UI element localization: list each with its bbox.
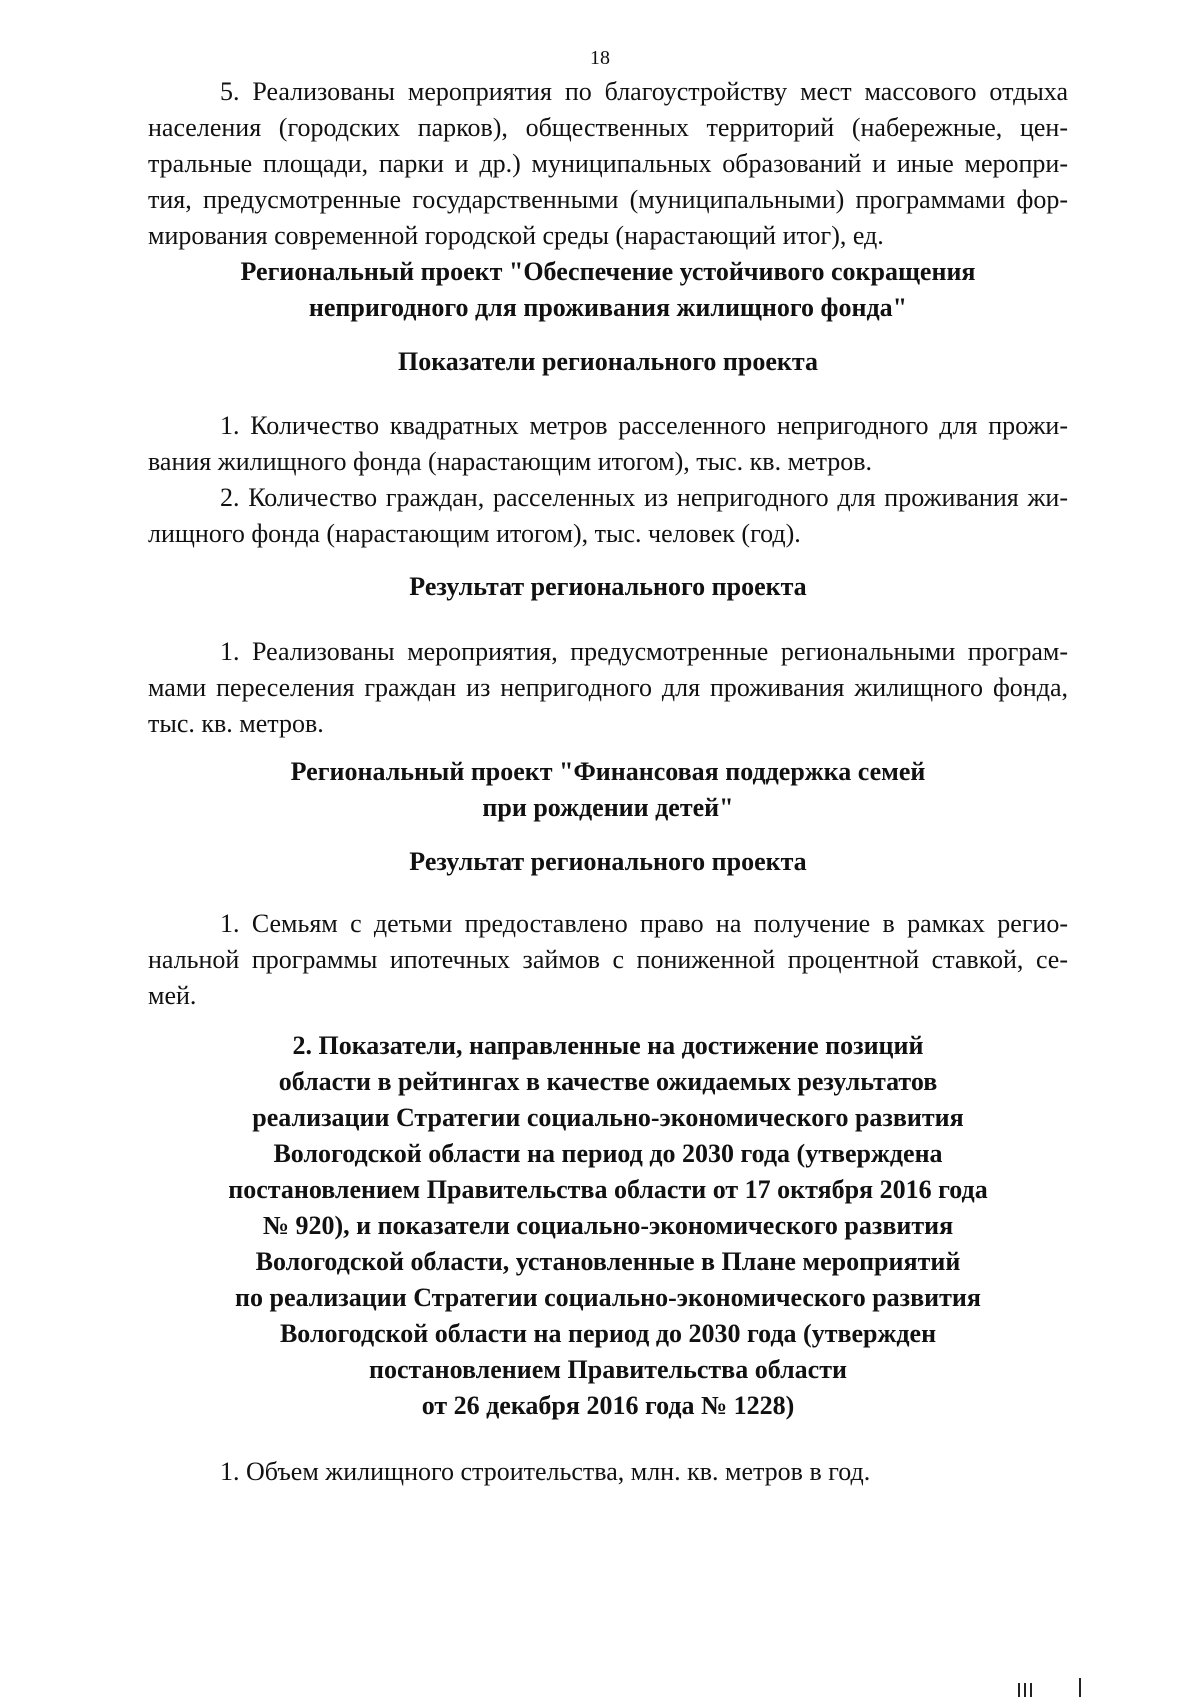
page-number: 18	[590, 47, 610, 69]
paragraph-line: 1. Реализованы мероприятия, предусмотренные региональными програм-	[220, 637, 1068, 666]
heading-line: по реализации Стратегии социально-экономического развития	[235, 1283, 981, 1312]
scan-artifact	[1079, 1678, 1081, 1697]
heading-line: постановлением Правительства области от 17 октября 2016 года	[228, 1175, 988, 1204]
paragraph-line: нальной программы ипотечных займов с пониженной процентной ставкой, се-	[148, 945, 1068, 974]
paragraph-line: мей.	[148, 981, 197, 1010]
section2-heading	[148, 1028, 1068, 1424]
title-line: непригодного для проживания жилищного фонда"	[308, 293, 908, 322]
scan-artifact	[1030, 1683, 1032, 1697]
paragraph-line: 2. Количество граждан, расселенных из непригодного для проживания жи-	[220, 483, 1068, 512]
indicator-1	[148, 408, 1068, 480]
indicator-2	[148, 480, 1068, 552]
section-heading: Показатели регионального проекта	[398, 347, 818, 376]
paragraph-line: мирования современной городской среды (нарастающий итог), ед.	[148, 221, 884, 250]
paragraph-line: 1. Семьям с детьми предоставлено право на получение в рамках регио-	[220, 909, 1068, 938]
heading-line: № 920), и показатели социально-экономического развития	[262, 1211, 954, 1240]
section-heading: Результат регионального проекта	[409, 847, 807, 876]
heading-line: реализации Стратегии социально-экономического развития	[252, 1103, 964, 1132]
scan-artifact	[1018, 1683, 1020, 1697]
paragraph-line: тия, предусмотренные государственными (муниципальными) программами фор-	[148, 185, 1068, 214]
section2-item-1	[148, 1454, 1068, 1490]
paragraph-item-5	[148, 74, 1068, 254]
title-line: Региональный проект "Финансовая поддержка семей	[290, 757, 926, 786]
paragraph-line: тральные площади, парки и др.) муниципальных образований и иные меропри-	[148, 149, 1068, 178]
paragraph-line: лищного фонда (нарастающим итогом), тыс. человек (год).	[148, 519, 801, 548]
paragraph-line: 1. Количество квадратных метров расселенного непригодного для прожи-	[220, 411, 1068, 440]
project1-title	[148, 254, 1068, 326]
heading-line: от 26 декабря 2016 года № 1228)	[421, 1391, 795, 1420]
heading-line: области в рейтингах в качестве ожидаемых результатов	[278, 1067, 938, 1096]
heading-line: 2. Показатели, направленные на достижение позиций	[292, 1031, 924, 1060]
title-line: Региональный проект "Обеспечение устойчивого сокращения	[240, 257, 976, 286]
project2-result-heading	[148, 844, 1068, 880]
heading-line: постановлением Правительства области	[369, 1355, 847, 1384]
section-heading: Результат регионального проекта	[409, 572, 807, 601]
heading-line: Вологодской области на период до 2030 года (утверждена	[273, 1139, 943, 1168]
paragraph-line: 1. Объем жилищного строительства, млн. кв. метров в год.	[220, 1457, 871, 1486]
paragraph-line: тыс. кв. метров.	[148, 709, 324, 738]
paragraph-line: 5. Реализованы мероприятия по благоустройству мест массового отдыха	[220, 77, 1068, 106]
heading-line: Вологодской области, установленные в Плане мероприятий	[255, 1247, 961, 1276]
project2-title	[148, 754, 1068, 826]
project1-result-1	[148, 634, 1068, 742]
heading-line: Вологодской области на период до 2030 года (утвержден	[279, 1319, 937, 1348]
project1-indicators-heading	[148, 344, 1068, 380]
scan-artifact	[1024, 1683, 1026, 1697]
project1-result-heading	[148, 569, 1068, 605]
title-line: при рождении детей"	[482, 793, 734, 822]
paragraph-line: мами переселения граждан из непригодного для проживания жилищного фонда,	[148, 673, 1068, 702]
paragraph-line: вания жилищного фонда (нарастающим итогом), тыс. кв. метров.	[148, 447, 873, 476]
paragraph-line: населения (городских парков), общественных территорий (набережные, цен-	[148, 113, 1068, 142]
project2-result-1	[148, 906, 1068, 1014]
